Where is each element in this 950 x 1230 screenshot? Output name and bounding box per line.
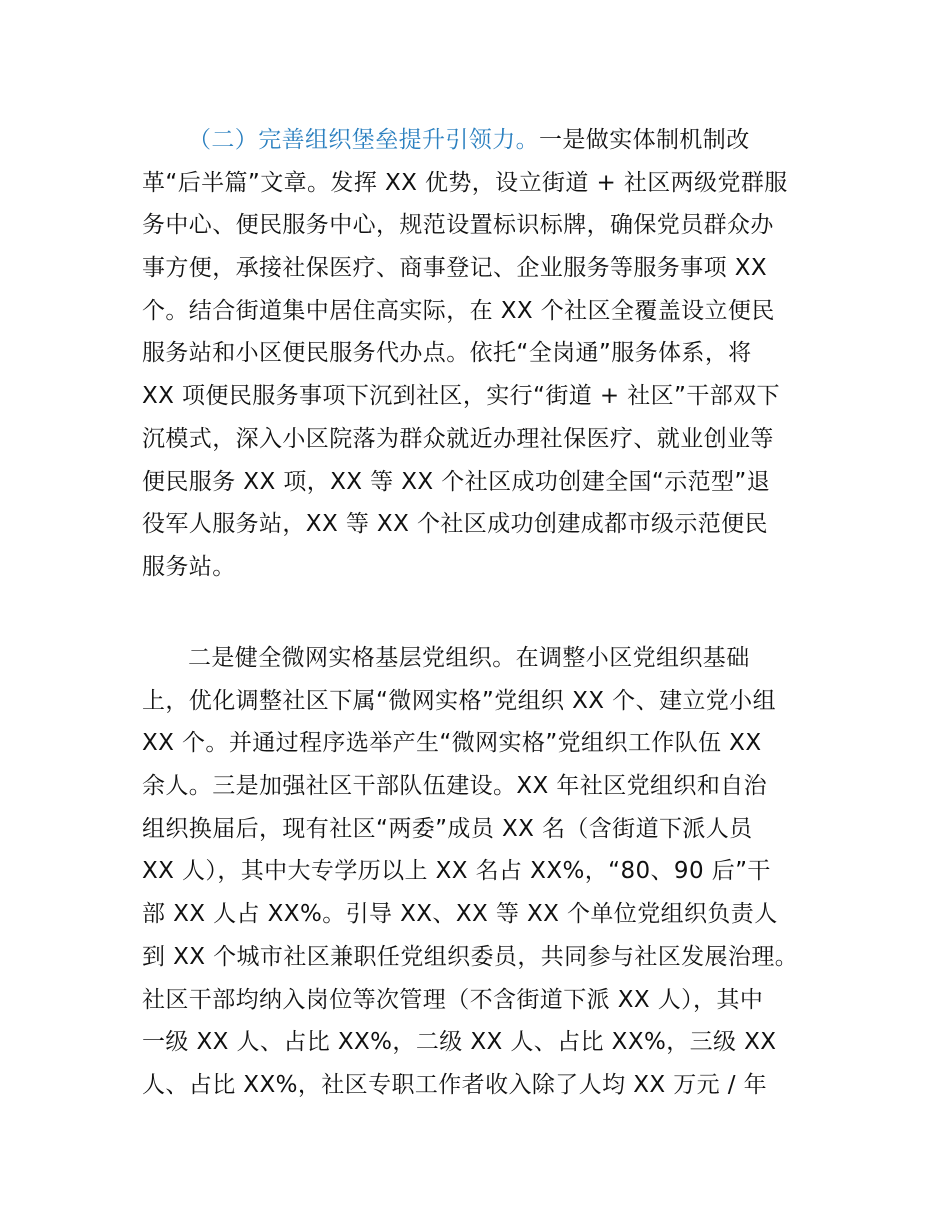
paragraph-line: XX 项便民服务事项下沉到社区，实行“街道 + 社区”干部双下 bbox=[142, 383, 780, 410]
paragraph-line: 务中心、便民服务中心，规范设置标识标牌，确保党员群众办 bbox=[142, 212, 774, 239]
section-heading: （二）完善组织堡垒提升引领力。 bbox=[188, 127, 539, 153]
paragraph-1 bbox=[142, 119, 832, 589]
paragraph-line: 革“后半篇”文章。发挥 XX 优势，设立街道 + 社区两级党群服 bbox=[142, 169, 788, 196]
paragraph-line: 服务站。 bbox=[142, 553, 236, 580]
heading-line-rest: 一是做实体制机制改 bbox=[539, 127, 750, 153]
paragraph-line: 便民服务 XX 项，XX 等 XX 个社区成功创建全国“示范型”退 bbox=[142, 468, 771, 495]
paragraph-line: 上，优化调整社区下属“微网实格”党组织 XX 个、建立党小组 bbox=[142, 687, 776, 714]
paragraph-line: 组织换届后，现有社区“两委”成员 XX 名（含街道下派人员 bbox=[142, 815, 753, 842]
paragraph-line: 余人。三是加强社区干部队伍建设。XX 年社区党组织和自治 bbox=[142, 773, 768, 800]
paragraph-line: XX 个。并通过程序选举产生“微网实格”党组织工作队伍 XX bbox=[142, 730, 762, 757]
paragraph-line: 二是健全微网实格基层党组织。在调整小区党组织基础 bbox=[188, 645, 750, 671]
paragraph-line: 服务站和小区便民服务代办点。依托“全岗通”服务体系，将 bbox=[142, 340, 752, 367]
paragraph-line: 事方便，承接社保医疗、商事登记、企业服务等服务事项 XX bbox=[142, 255, 768, 282]
paragraph-line: 役军人服务站，XX 等 XX 个社区成功创建成都市级示范便民 bbox=[142, 511, 768, 538]
paragraph-line: 到 XX 个城市社区兼职任党组织委员，共同参与社区发展治理。 bbox=[142, 943, 799, 970]
paragraph-line: 部 XX 人占 XX%。引导 XX、XX 等 XX 个单位党组织负责人 bbox=[142, 901, 778, 928]
paragraph-line: 沉模式，深入小区院落为群众就近办理社保医疗、就业创业等 bbox=[142, 425, 774, 452]
paragraph-line: 个。结合街道集中居住高实际，在 XX 个社区全覆盖设立便民 bbox=[142, 297, 775, 324]
paragraph-line: 一级 XX 人、占比 XX%，二级 XX 人、占比 XX%，三级 XX bbox=[142, 1029, 777, 1056]
paragraph-line: 人、占比 XX%，社区专职工作者收入除了人均 XX 万元 / 年 bbox=[142, 1071, 767, 1098]
paragraph-line bbox=[142, 119, 832, 162]
paragraph-line: XX 人），其中大专学历以上 XX 名占 XX%，“80、90 后”干 bbox=[142, 858, 771, 885]
paragraph-line: 社区干部均纳入岗位等次管理（不含街道下派 XX 人），其中 bbox=[142, 986, 764, 1013]
paragraph-2 bbox=[142, 637, 832, 1107]
